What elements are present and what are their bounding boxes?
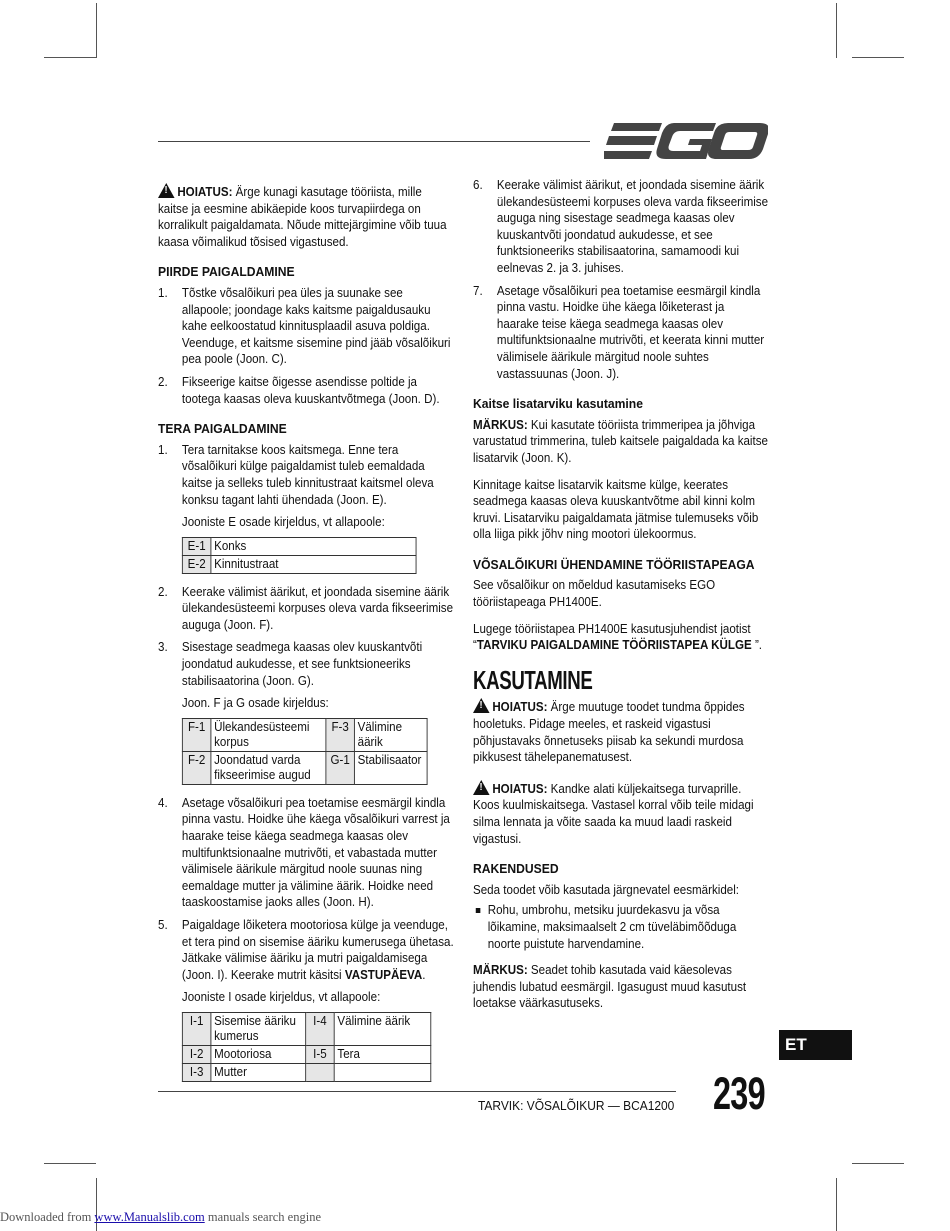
list-item: Rohu, umbrohu, metsiku juurdekasvu ja võsa lõikamine, maksimaalselt 2 cm tüveläbimõõduga noorte puistute harvendamine.: [473, 902, 769, 952]
paragraph: Lugege tööriistapea PH1400E kasutusjuhendist jaotist “TARVIKU PAIGALDAMINE TÖÖRIISTAPEA KÜLGE ”.: [473, 621, 763, 653]
left-column: [158, 177, 454, 1092]
footer-rule: [158, 1091, 676, 1092]
table-row: I-1 Sisemise ääriku kumerus I-4 Välimine äärik: [182, 1012, 430, 1045]
steps-list: [473, 177, 769, 382]
language-tab: ET: [779, 1030, 852, 1060]
list-item: 2. Fikseerige kaitse õigesse asendisse poltide ja tootega kaasas oleva kuuskantvõtmega (Joon. D).: [158, 374, 440, 406]
table-caption: Joon. F ja G osade kirjeldus:: [181, 696, 329, 711]
warning-triangle-icon: [473, 698, 490, 713]
crop-mark: [836, 1178, 837, 1231]
steps-list: [158, 795, 454, 984]
table-caption: Jooniste E osade kirjeldus, vt allapoole:: [181, 515, 385, 530]
crop-mark: [44, 57, 96, 58]
section-heading: PIIRDE PAIGALDAMINE: [158, 264, 295, 280]
table-caption: Jooniste I osade kirjeldus, vt allapoole:: [181, 990, 381, 1005]
list-item: 1. Tera tarnitakse koos kaitsmega. Enne tera võsalõikuri külge paigaldamist tuleb eemaldada kaitse ja selleks tuleb kinnitustraat kaitsmel oleva konksu tagant lahti ühendada (Joon. E).: [158, 442, 434, 507]
section-heading: RAKENDUSED: [473, 861, 559, 877]
crop-mark: [852, 1163, 904, 1164]
table-row: E-1 Konks: [182, 537, 416, 555]
list-item: 1. Tõstke võsalõikuri pea üles ja suunake see allapoole; joondage kaks kaitsme paigaldusauku kahe eelkoostatud kinnitusplaadil asuva poldiga. Veenduge, et kaitsme sisemine pind jääb võsalõikuri pea poole (Joon. C).: [158, 285, 451, 367]
paragraph: Kinnitage kaitse lisatarvik kaitsme külge, keerates seadmega kaasas oleva kuuskantvõtme abil kinni kolm kruvi. Lisatarviku paigaldamata jätmise tulemuseks võib olla liiga pikk jõhv ning mootori ülekoormus.: [473, 477, 759, 542]
note-paragraph: MÄRKUS: Kui kasutate tööriista trimmeripea ja jõhviga varustatud trimmerina, tuleb kaitsele paigaldada ka kaitse lisatarvik (Joon. K).: [473, 417, 768, 465]
crop-mark: [96, 3, 97, 58]
table-row: E-2 Kinnitustraat: [182, 555, 416, 573]
steps-list: [158, 584, 454, 690]
table-row: F-1 Ülekandesüsteemi korpus F-3 Välimine äärik: [182, 718, 427, 751]
list-item: 3. Sisestage seadmega kaasas olev kuuskantvõti joondatud aukudesse, et see funktsioneeriks stabilisaatorina (Joon. G).: [158, 640, 423, 688]
parts-table-fg: [182, 718, 428, 785]
download-notice: Downloaded from www.Manualslib.com manuals search engine: [0, 1210, 321, 1224]
section-heading: VÕSALÕIKURI ÜHENDAMINE TÖÖRIISTAPEAGA: [473, 556, 755, 572]
parts-table-e: [182, 537, 417, 574]
steps-list: [158, 442, 454, 508]
chapter-heading: KASUTAMINE: [473, 664, 593, 695]
right-column: [473, 177, 769, 1022]
steps-list: [158, 285, 454, 407]
crop-mark: [836, 3, 837, 58]
manualslib-link[interactable]: www.Manualslib.com: [94, 1210, 205, 1224]
crop-mark: [44, 1163, 96, 1164]
table-row: I-3 Mutter: [182, 1063, 430, 1081]
table-row: F-2 Joondatud varda fikseerimise augud G-1 Stabilisaator: [182, 751, 427, 784]
list-item: 4. Asetage võsalõikuri pea toetamise eesmärgil kindla pinna vastu. Hoidke ühe käega võsalõikuri varrest ja haarake teise käega seadmega kaasas olev multifunktsionaalne mutrivõti, et vabastada mutter välimisele äärikule märgitud noole suunas ning eemaldage mutter ja välimine äärik. Hoidke need taaskoostamise jaoks alles (Joon. H).: [158, 795, 450, 910]
table-row: I-2 Mootoriosa I-5 Tera: [182, 1045, 430, 1063]
header-rule: [158, 141, 590, 142]
list-item: 5. Paigaldage lõiketera mootoriosa külge ja veenduge, et tera pind on sisemise ääriku kumerusega ühetasa. Jätkake välimise ääriku ja mutri paigaldamisega (Joon. I). Keerake mutrit käsitsi VASTUPÄEVA.: [158, 918, 454, 982]
paragraph: Seda toodet võib kasutada järgnevatel eesmärkidel:: [473, 882, 740, 897]
warning-paragraph: !HOIATUS: Ärge kunagi kasutage tööriista, mille kaitse ja eesmine abikäepide koos turvapiirdega on korralikult paigaldamata. Nõude mittejärgimine võib tuua kaasa võimalikud tõsised vigastused.: [158, 183, 454, 250]
page-number: 239: [713, 1068, 765, 1119]
warning-paragraph: !HOIATUS: Kandke alati küljekaitsega turvaprille. Koos kuulmiskaitsega. Vastasel korral võib teile midagi silma lennata ja võite saada ka muud laadi raskeid vigastusi.: [473, 780, 769, 847]
note-paragraph: MÄRKUS: Seadet tohib kasutada vaid käesolevas juhendis lubatud eesmärgil. Igasugust muud kasutust loetakse väärkasutuseks.: [473, 963, 747, 1011]
list-item: 2. Keerake välimist äärikut, et joondada sisemine äärik ülekandesüsteemi korpuses oleva varda fikseerimise auguga (Joon. F).: [158, 584, 454, 632]
list-item: 6. Keerake välimist äärikut, et joondada sisemine äärik ülekandesüsteemi korpuses oleva varda fikseerimise auguga ning sisestage seadmega kaasas olev kuuskantvõti joondatud aukudesse, et see funktsioneeriks stabilisaatorina, samamoodi kui eelnevas 2. ja 3. juhises.: [473, 178, 769, 275]
warning-triangle-icon: [473, 780, 490, 795]
warning-triangle-icon: [158, 183, 175, 198]
list-item: 7. Asetage võsalõikuri pea toetamise eesmärgil kindla pinna vastu. Hoidke ühe käega lõiketerast ja haarake teise käega seadmega kaasas olev multifunktsionaalne mutrivõti, et keerata kinni mutter välimisele äärikule märgitud noole suhtes vastassuunas (Joon. J).: [473, 283, 765, 381]
section-heading: Kaitse lisatarviku kasutamine: [473, 396, 643, 412]
crop-mark: [852, 57, 904, 58]
parts-table-i: [182, 1012, 431, 1082]
paragraph: See võsalõikur on mõeldud kasutamiseks EGO tööriistapeaga PH1400E.: [473, 578, 716, 610]
warning-paragraph: !HOIATUS: Ärge muutuge toodet tundma õppides hooletuks. Pidage meeles, et raskeid vigastusi põhjustavaks õnnetuseks piisab ka sekundi murdosa pikkusest tähelepanematusest.: [473, 698, 769, 765]
footer-title: TARVIK: VÕSALÕIKUR — BCA1200: [478, 1098, 675, 1113]
section-heading: TERA PAIGALDAMINE: [158, 421, 287, 437]
bullet-list: [473, 902, 769, 952]
ego-logo: [604, 121, 768, 161]
